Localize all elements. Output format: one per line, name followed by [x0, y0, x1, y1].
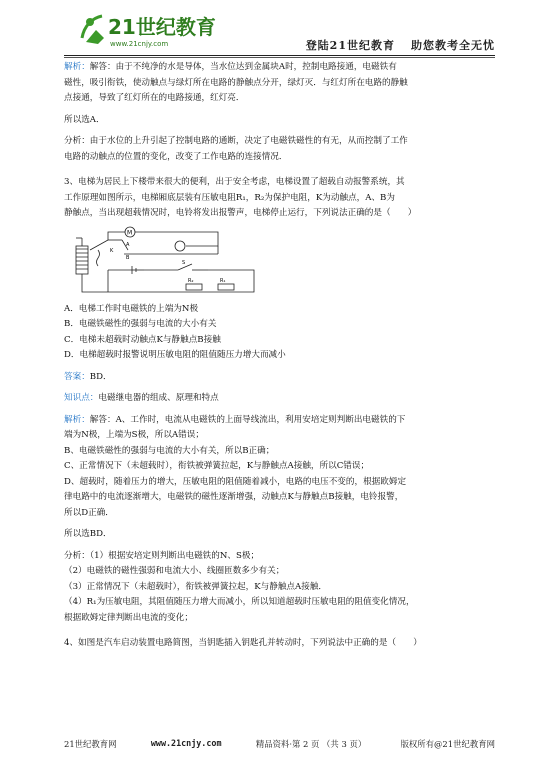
- footer-site-link[interactable]: www.21cnjy.com: [150, 738, 222, 748]
- q3-jiexi-line-3: C、正常情况下（未超载时），衔铁被弹簧拉起，K与静触点A接触，所以C错误；: [64, 461, 370, 471]
- prev-jiexi-line-0: 解答：由于不纯净的水是导体，当水位达到金属块A时，控制电路接通，电磁铁有: [89, 62, 397, 72]
- q3-stem-line-1: 工作原理如图所示，电梯厢底层装有压敏电阻R₁，R₂为保护电阻，K为动触点，A、B为: [64, 192, 395, 203]
- q3-fenxi-line-1: （2）电磁铁的磁性强弱和电流大小、线圈匝数多少有关；: [64, 566, 285, 576]
- label-k: K: [110, 247, 114, 254]
- header-rule: [64, 55, 495, 58]
- q3-fenxi-line-0: （1）根据安培定则判断出电磁铁的N、S极；: [89, 550, 260, 561]
- footer-copyright: 版权所有@21世纪教育网: [400, 739, 495, 749]
- circuit-diagram: [68, 226, 268, 298]
- q3-option-c: C．电梯未超载时动触点K与静触点B接触: [64, 334, 221, 345]
- footer-page-info: 精品资料·第 2 页 （共 3 页）: [255, 739, 367, 749]
- q3-knowledge: [64, 391, 496, 407]
- q3-option-d: D．电梯超载时报警说明压敏电阻的阻值随压力增大而减小: [64, 350, 286, 360]
- q3-stem-line-0: 3、电梯为居民上下楼带来很大的便利，出于安全考虑，电梯设置了超载自动报警系统，其: [64, 177, 405, 187]
- q3-conclusion: 所以选BD．: [64, 529, 112, 539]
- prev-analysis: [64, 60, 496, 165]
- q3-jiexi-line-6: 所以D正确．: [64, 507, 114, 518]
- q4-stem: 4、如图是汽车启动装置电路简图，当钥匙插入钥匙孔并转动时，下列说法中正确的是（ ）: [64, 638, 422, 648]
- document-body: [64, 60, 496, 652]
- prev-jiexi-line-2: 点接通，导致了红灯所在的电路接通，红灯亮．: [64, 93, 245, 103]
- label-r2: R₂: [188, 277, 194, 284]
- q3-jiexi-line-4: D、超载时，随着压力的增大，压敏电阻的阻值随着减小，电路的电压不变的，根据欧姆定: [64, 476, 407, 487]
- label-r1: R₁: [220, 277, 226, 284]
- prev-fenxi-line-0: 由于水位的上升引起了控制电路的通断，决定了电磁铁磁性的有无，从而控制了工作: [89, 136, 408, 146]
- answer-label: 答案：: [64, 371, 90, 382]
- logo-text: 21世纪教育: [108, 15, 216, 39]
- logo-21cnjy: [76, 8, 216, 52]
- header-slogan: [306, 37, 495, 53]
- q3-jiexi-line-1: 端为N极，上端为S极，所以A错误；: [64, 430, 204, 440]
- q3-fenxi-line-3: （4）R₁为压敏电阻，其阻值随压力增大而减小，所以知道超载时压敏电阻的阻值变化情况，: [64, 597, 415, 607]
- label-s: S: [182, 259, 186, 266]
- q3-circuit-figure: [68, 226, 268, 298]
- q3-jiexi-line-2: B、电磁铁磁性的强弱与电流的大小有关，所以B正确；: [64, 445, 275, 456]
- label-b: B: [126, 254, 130, 261]
- jiexi-label: 解析：: [64, 62, 90, 72]
- prev-conclusion: 所以选A．: [64, 114, 105, 125]
- slogan-2: 助您教考全无忧: [411, 39, 495, 52]
- q3-jiexi-line-0: 解答：A、工作时，电流从电磁铁的上面导线流出，利用安培定则判断出电磁铁的下: [89, 414, 406, 425]
- q3-jiexi-line-5: 律电路中的电流逐渐增大，电磁铁的磁性逐渐增强，动触点K与静触点B接触，电铃报警，: [64, 492, 404, 502]
- logo-url: www.21cnjy.com: [110, 40, 169, 48]
- q3-fenxi-line-4: 根据欧姆定律判断出电流的变化；: [64, 612, 193, 623]
- q3-option-a: A．电梯工作时电磁铁的上端为N极: [64, 303, 199, 314]
- knowledge-label: 知识点：: [64, 393, 99, 403]
- q3-fenxi-line-2: （3）正常情况下（未超载时），衔铁被弹簧拉起，K与静触点A接触．: [64, 581, 328, 592]
- prev-fenxi-label: 分析：: [64, 136, 90, 146]
- page-header: [0, 0, 553, 60]
- slogan-1: 登陆21世纪教育: [305, 39, 395, 52]
- q3-option-b: B．电磁铁磁性的强弱与电流的大小有关: [64, 319, 217, 329]
- prev-jiexi-line-1: 磁性，吸引衔铁，使动触点与绿灯所在电路的静触点分开，绿灯灭．与红灯所在电路的静触: [64, 77, 408, 88]
- footer-left: 21世纪教育网: [64, 739, 117, 749]
- q3-jiexi-label: 解析：: [64, 414, 90, 425]
- q3-fenxi-label: 分析：: [64, 550, 90, 561]
- q3-stem-line-2: 静触点，当出现超载情况时，电铃将发出报警声，电梯停止运行，下列说法正确的是（ ）: [64, 208, 417, 218]
- q3-answer: [64, 370, 496, 386]
- page-footer: [64, 738, 495, 750]
- motor-label: M: [127, 229, 133, 236]
- knowledge-value: 电磁继电器的组成、原理和特点: [98, 393, 219, 403]
- prev-fenxi-line-1: 电路的动触点的位置的变化，改变了工作电路的连接情况．: [64, 151, 288, 162]
- question-3: [64, 175, 496, 626]
- answer-value: BD．: [89, 371, 112, 382]
- label-a: A: [126, 241, 130, 248]
